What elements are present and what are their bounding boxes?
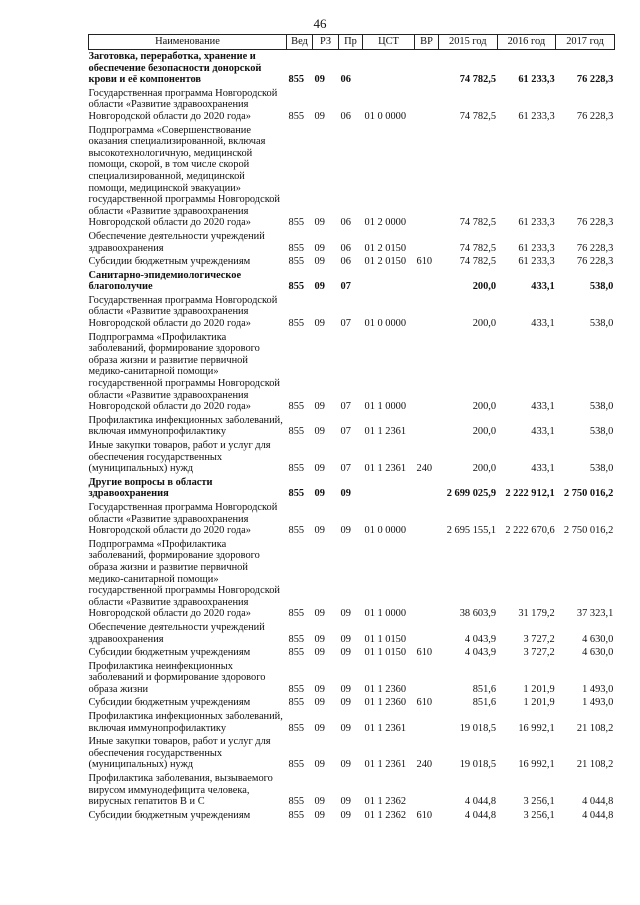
row-2015: 4 044,8: [464, 809, 497, 821]
row-pr: 07: [340, 281, 351, 293]
row-name: Государственная программа Новгородской области «Развитие здравоохранения Новгородской области до 2020 года»: [88, 294, 278, 330]
row-pr: 09: [340, 647, 351, 659]
row-ved: 855: [288, 74, 305, 86]
row-2016: 3 256,1: [523, 809, 555, 821]
row-cst: 01 1 2360: [364, 683, 407, 695]
row-2015: 19 018,5: [459, 759, 497, 771]
row-pr: 07: [340, 463, 351, 475]
row-2016: 2 222 912,1: [505, 488, 555, 500]
row-2017: 76 228,3: [576, 110, 614, 122]
row-vr: [415, 294, 439, 331]
table-row: [89, 735, 615, 772]
row-cst: [363, 476, 415, 501]
row-vr: [415, 501, 439, 538]
table-row: [89, 501, 615, 538]
row-vr: 240: [416, 759, 433, 771]
row-pr: 07: [340, 426, 351, 438]
row-name: Профилактика заболевания, вызываемого вирусом иммунодефицита человека, вирусных гепатитов В и С: [88, 773, 273, 808]
row-rz: 09: [314, 74, 325, 86]
header-ved: Вед: [287, 35, 313, 50]
row-2017: 1 493,0: [582, 683, 614, 695]
row-name: Иные закупки товаров, работ и услуг для обеспечения государственных (муниципальных) нужд: [88, 736, 271, 771]
row-cst: 01 1 0000: [364, 401, 407, 413]
row-rz: 09: [314, 217, 325, 229]
row-vr: [415, 230, 439, 255]
row-pr: 07: [340, 401, 351, 413]
row-2017: 538,0: [589, 401, 614, 413]
row-cst: [363, 50, 415, 87]
row-2016: 3 256,1: [523, 796, 555, 808]
row-2015: 74 782,5: [459, 217, 497, 229]
row-name: Подпрограмма «Профилактика заболеваний, формирование здорового образа жизни и развитие первичной медико-санитарной помощи» государственной программы Новгородской области «Развитие здравоохранения Новгородской области до 2020 года»: [88, 331, 280, 413]
row-cst: 01 2 0000: [364, 217, 407, 229]
page-number: 46: [313, 16, 327, 31]
row-ved: 855: [288, 401, 305, 413]
row-2017: 4 630,0: [582, 647, 614, 659]
row-2015: 74 782,5: [459, 256, 497, 268]
table-row: [89, 331, 615, 414]
row-ved: 855: [288, 683, 305, 695]
row-vr: [415, 710, 439, 735]
row-2017: 76 228,3: [576, 74, 614, 86]
row-name: Профилактика неинфекционных заболеваний и формирование здорового образа жизни: [88, 660, 266, 695]
row-vr: 610: [416, 647, 433, 659]
row-2015: 851,6: [472, 683, 497, 695]
table-row: [89, 710, 615, 735]
row-ved: 855: [288, 809, 305, 821]
row-vr: [415, 331, 439, 414]
row-rz: 09: [314, 242, 325, 254]
row-rz: 09: [314, 318, 325, 330]
row-rz: 09: [314, 463, 325, 475]
row-rz: 09: [314, 256, 325, 268]
row-ved: 855: [288, 242, 305, 254]
row-2015: 2 695 155,1: [446, 525, 497, 537]
row-name: Подпрограмма «Профилактика заболеваний, формирование здорового образа жизни и развитие первичной медико-санитарной помощи» государственной программы Новгородской области «Развитие здравоохранения Новгородской области до 2020 года»: [88, 538, 280, 620]
row-ved: 855: [288, 759, 305, 771]
row-ved: 855: [288, 647, 305, 659]
row-vr: [415, 621, 439, 646]
row-ved: 855: [288, 633, 305, 645]
row-rz: 09: [314, 426, 325, 438]
row-2015: 4 043,9: [464, 647, 497, 659]
row-ved: 855: [288, 426, 305, 438]
table-row: [89, 255, 615, 269]
row-vr: [415, 269, 439, 294]
row-name: Субсидии бюджетным учреждениям: [88, 809, 251, 821]
header-name: Наименование: [89, 35, 287, 50]
row-2016: 61 233,3: [518, 217, 555, 229]
row-2016: 1 201,9: [523, 683, 555, 695]
row-2016: 61 233,3: [518, 74, 555, 86]
table-row: [89, 538, 615, 621]
row-rz: 09: [314, 633, 325, 645]
row-rz: 09: [314, 647, 325, 659]
row-2017: 76 228,3: [576, 217, 614, 229]
row-rz: 09: [314, 401, 325, 413]
row-ved: 855: [288, 608, 305, 620]
row-2017: 37 323,1: [576, 608, 614, 620]
table-body: [89, 50, 615, 823]
row-rz: 09: [314, 796, 325, 808]
row-2017: 538,0: [589, 426, 614, 438]
row-2017: 4 044,8: [582, 809, 614, 821]
row-rz: 09: [314, 488, 325, 500]
header-cst: ЦСТ: [363, 35, 415, 50]
row-vr: [415, 50, 439, 87]
row-2016: 2 222 670,6: [505, 525, 555, 537]
row-2016: 433,1: [531, 401, 555, 413]
table-row: [89, 621, 615, 646]
row-pr: 07: [340, 318, 351, 330]
row-2015: 851,6: [472, 697, 497, 709]
row-2017: 4 630,0: [582, 633, 614, 645]
row-ved: 855: [288, 722, 305, 734]
row-cst: 01 1 2362: [364, 809, 407, 821]
row-pr: 06: [340, 242, 351, 254]
table-row: [89, 772, 615, 809]
row-rz: 09: [314, 722, 325, 734]
table-row: [89, 696, 615, 710]
row-cst: 01 2 0150: [364, 256, 407, 268]
table-row: [89, 809, 615, 823]
row-ved: 855: [288, 488, 305, 500]
row-vr: [415, 414, 439, 439]
row-2015: 4 044,8: [464, 796, 497, 808]
table-row: [89, 660, 615, 697]
row-cst: 01 1 0150: [364, 647, 407, 659]
row-pr: 06: [340, 217, 351, 229]
row-vr: 610: [416, 697, 433, 709]
row-pr: 09: [340, 759, 351, 771]
row-2015: 38 603,9: [459, 608, 497, 620]
budget-table: [88, 34, 615, 822]
header-vr: ВР: [415, 35, 439, 50]
row-2015: 200,0: [472, 318, 497, 330]
row-pr: 09: [340, 796, 351, 808]
row-vr: [415, 538, 439, 621]
row-2017: 76 228,3: [576, 242, 614, 254]
row-2016: 433,1: [531, 463, 555, 475]
row-pr: 09: [340, 525, 351, 537]
row-pr: 09: [340, 697, 351, 709]
row-vr: 610: [416, 809, 433, 821]
table-row: [89, 87, 615, 124]
row-2017: 1 493,0: [582, 697, 614, 709]
row-2017: 21 108,2: [576, 759, 614, 771]
row-rz: 09: [314, 281, 325, 293]
row-2017: 538,0: [589, 463, 614, 475]
row-name: Субсидии бюджетным учреждениям: [88, 697, 251, 709]
row-2016: 61 233,3: [518, 256, 555, 268]
table-row: [89, 269, 615, 294]
row-2017: 21 108,2: [576, 722, 614, 734]
row-name: Государственная программа Новгородской области «Развитие здравоохранения Новгородской области до 2020 года»: [88, 87, 278, 122]
row-2015: 74 782,5: [459, 242, 497, 254]
row-pr: 09: [340, 722, 351, 734]
row-ved: 855: [288, 217, 305, 229]
row-2016: 16 992,1: [518, 722, 555, 734]
row-name: Субсидии бюджетным учреждениям: [88, 256, 251, 268]
row-pr: 09: [340, 608, 351, 620]
row-cst: 01 1 0150: [364, 633, 407, 645]
row-2016: 61 233,3: [518, 110, 555, 122]
row-ved: 855: [288, 318, 305, 330]
row-2016: 433,1: [531, 281, 555, 293]
row-vr: 240: [416, 463, 433, 475]
row-name: Иные закупки товаров, работ и услуг для обеспечения государственных (муниципальных) нужд: [88, 440, 271, 475]
row-cst: 01 0 0000: [364, 318, 407, 330]
row-ved: 855: [288, 110, 305, 122]
row-name: Санитарно-эпидемиологическое благополучие: [88, 269, 242, 293]
row-name: Обеспечение деятельности учреждений здравоохранения: [88, 230, 265, 254]
row-vr: [415, 660, 439, 697]
row-cst: 01 1 2361: [364, 463, 407, 475]
row-rz: 09: [314, 759, 325, 771]
row-ved: 855: [288, 463, 305, 475]
table-row: [89, 124, 615, 230]
row-vr: 610: [416, 256, 433, 268]
row-2016: 433,1: [531, 318, 555, 330]
row-rz: 09: [314, 525, 325, 537]
row-pr: 09: [340, 633, 351, 645]
table-row: [89, 439, 615, 476]
row-2016: 16 992,1: [518, 759, 555, 771]
table-row: [89, 646, 615, 660]
row-vr: [415, 476, 439, 501]
row-2016: 3 727,2: [523, 647, 555, 659]
table-row: [89, 414, 615, 439]
row-2015: 2 699 025,9: [446, 488, 497, 500]
table-header-row: [89, 35, 615, 50]
row-name: Заготовка, переработка, хранение и обеспечение безопасности донорской крови и её компонентов: [88, 51, 262, 86]
row-2016: 3 727,2: [523, 633, 555, 645]
row-2017: 76 228,3: [576, 256, 614, 268]
row-ved: 855: [288, 697, 305, 709]
row-pr: 09: [340, 809, 351, 821]
row-rz: 09: [314, 110, 325, 122]
row-pr: 06: [340, 74, 351, 86]
row-cst: 01 1 2360: [364, 697, 407, 709]
row-2016: 1 201,9: [523, 697, 555, 709]
row-ved: 855: [288, 281, 305, 293]
row-cst: 01 2 0150: [364, 242, 407, 254]
row-pr: 09: [340, 683, 351, 695]
row-cst: 01 0 0000: [364, 525, 407, 537]
row-name: Подпрограмма «Совершенствование оказания специализированной, включая высокотехнологичную, медицинской помощи, скорой, в том числе скорой специализированной, медицинской помощи, медицинской эвакуации» государственной программы Новгородской области «Развитие здравоохранения Новгородской области до 2020 года»: [88, 124, 280, 229]
row-ved: 855: [288, 796, 305, 808]
row-cst: 01 1 2361: [364, 759, 407, 771]
row-cst: 01 1 2361: [364, 426, 407, 438]
row-cst: 01 1 2361: [364, 722, 407, 734]
row-rz: 09: [314, 697, 325, 709]
row-2015: 200,0: [472, 463, 497, 475]
row-2015: 4 043,9: [464, 633, 497, 645]
header-2015: 2015 год: [439, 35, 498, 50]
row-name: Профилактика инфекционных заболеваний, включая иммунопрофилактику: [88, 414, 283, 438]
row-cst: 01 1 2362: [364, 796, 407, 808]
row-rz: 09: [314, 683, 325, 695]
row-2015: 74 782,5: [459, 74, 497, 86]
row-2017: 4 044,8: [582, 796, 614, 808]
row-2015: 19 018,5: [459, 722, 497, 734]
row-name: Субсидии бюджетным учреждениям: [88, 647, 251, 659]
row-pr: 06: [340, 110, 351, 122]
row-name: Профилактика инфекционных заболеваний, включая иммунопрофилактику: [88, 711, 283, 734]
row-2015: 200,0: [472, 401, 497, 413]
header-pr: Пр: [339, 35, 363, 50]
row-name: Обеспечение деятельности учреждений здравоохранения: [88, 621, 265, 645]
row-name: Другие вопросы в области здравоохранения: [88, 476, 213, 500]
table-row: [89, 230, 615, 255]
row-2015: 200,0: [472, 426, 497, 438]
row-ved: 855: [288, 256, 305, 268]
row-rz: 09: [314, 809, 325, 821]
row-2015: 74 782,5: [459, 110, 497, 122]
row-2017: 2 750 016,2: [563, 525, 614, 537]
row-name: Государственная программа Новгородской области «Развитие здравоохранения Новгородской области до 2020 года»: [88, 501, 278, 537]
header-rz: РЗ: [313, 35, 339, 50]
row-ved: 855: [288, 525, 305, 537]
row-2016: 31 179,2: [518, 608, 555, 620]
header-2017: 2017 год: [556, 35, 615, 50]
header-2016: 2016 год: [497, 35, 556, 50]
row-2017: 538,0: [589, 318, 614, 330]
table-row: [89, 294, 615, 331]
row-2016: 433,1: [531, 426, 555, 438]
row-pr: 06: [340, 256, 351, 268]
row-2016: 61 233,3: [518, 242, 555, 254]
row-cst: 01 1 0000: [364, 608, 407, 620]
row-2017: 538,0: [589, 281, 614, 293]
row-vr: [415, 772, 439, 809]
table-row: [89, 50, 615, 87]
row-cst: 01 0 0000: [364, 110, 407, 122]
row-cst: [363, 269, 415, 294]
row-rz: 09: [314, 608, 325, 620]
table-row: [89, 476, 615, 501]
row-vr: [415, 87, 439, 124]
row-pr: 09: [340, 488, 351, 500]
row-2017: 2 750 016,2: [563, 488, 614, 500]
row-2015: 200,0: [472, 281, 497, 293]
row-vr: [415, 124, 439, 230]
